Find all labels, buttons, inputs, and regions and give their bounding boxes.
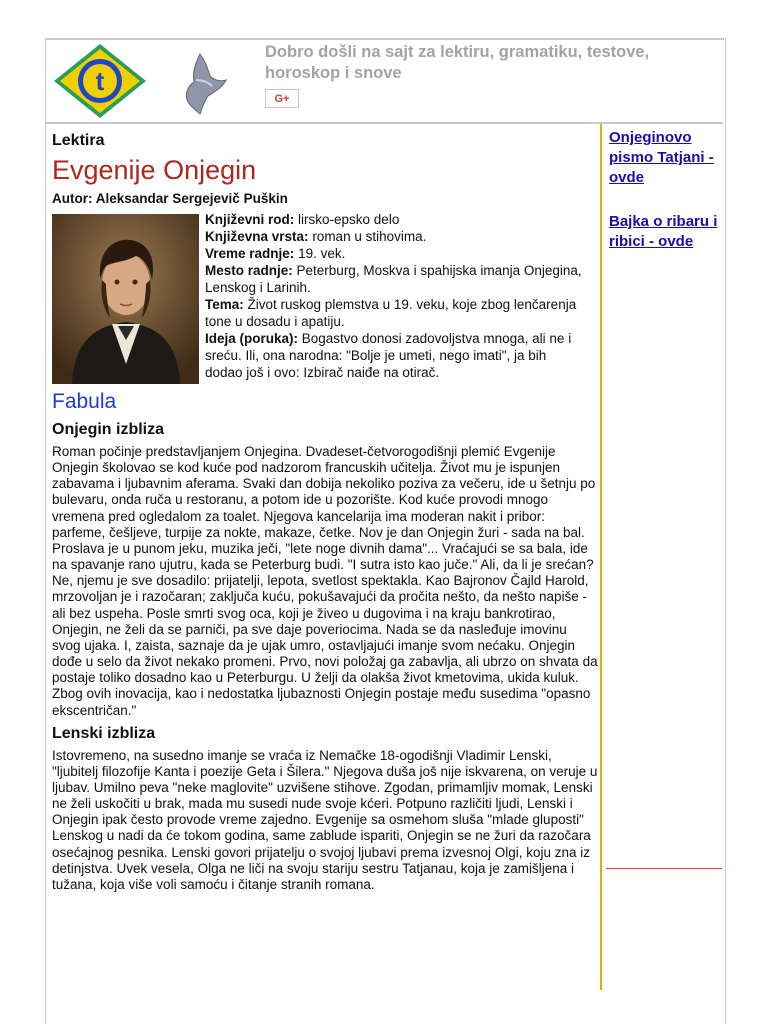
facts-list [205,211,585,381]
fact-label: Književni rod: [205,212,295,227]
sidebar-link-bajka[interactable]: Bajka o ribaru i ribici - ovde [609,213,718,250]
fact-value: Peterburg, Moskva i spahijska imanja Onjegina, Lenskog i Larinih. [205,263,582,295]
site-logo[interactable] [52,42,148,120]
section-heading-fabula: Fabula [52,390,117,413]
fact-label: Književna vrsta: [205,229,309,244]
paragraph-onjegin: Roman počinje predstavljanjem Onjegina. Dvadeset-četvorogodišnji plemić Evgenije Onjegin školovao se kod kuće pod nadzorom francuskih učitelja. Život mu je ispunjen zabavama i ljubavnim aferama. Svaki dan dobija nekoliko poziva za večeru, ide u šetnju po bulevaru, onda ruča u restoranu, a potom ide u pozorište. Kod kuće provodi mnogo vremena pred ogledalom za toalet. Njegova kancelarija ima moderan nakit i pribor: parfeme, češljeve, turpije za nokte, makaze, četke. Nov je dan Onjegin žuri - sada na bal. Proslava je u punom jeku, muzika ječi, "lete noge divnih dama"... Vraćajući se sa bala, ide na spavanje rano ujutru, kada se Peterburg budi. "I sutra isto kao juče." Ali, da li je srećan? Ne, njemu je sve dosadilo: prijatelji, lepota, svetlost spektakla. Kao Bajronov Čajld Harold, mrzovoljan je i razočaran; zaključa kuću, pokušavajući da pročita nešto, da nešto napiše - ali bez uspeha. Posle smrti svog oca, koji je živeo u dugovima i na kraju bankrotirao, Onjegin, ne želi da se parniči, pa sve daje poveriocima. Nada se da nasleđuje imovinu svog ujaka. I, zaista, saznaje da je ujak umro, ostavljajući imanje svom nećaku. Onjegin dođe u selo da život nekako promeni. Prvo, novi položaj ga zabavlja, ali ubrzo on shvata da postaje toliko dosadno kao u Peterburgu. U želji da olakša život kmetovima, ukida kuluk. Zbog ovih inovacija, kao i nedostatka ljubaznosti Onjegin postaje među susedima "opasno ekscentričan." [52,444,598,718]
fact-label: Mesto radnje: [205,263,293,278]
column-divider [600,124,602,990]
info-block [52,211,598,389]
author-portrait [52,214,199,384]
fact-value: lirsko-epsko delo [298,212,400,227]
category-label: Lektira [52,132,105,149]
fact-row [205,262,585,296]
fact-value: Bogastvo donosi zadovoljstva mnoga, ali ne i sreću. Ili, ona narodna: "Bolje je umeti, nego imati", ja bih dodao još i ovo: Izbirač naiđe na otirač. [205,331,572,380]
bird-icon [178,50,228,116]
author-line: Autor: Aleksandar Sergejevič Puškin [52,191,288,206]
fact-value: roman u stihovima. [312,229,427,244]
sidebar-red-line [606,868,722,869]
site-header [46,40,723,122]
fact-label: Tema: [205,297,244,312]
sidebar [609,128,719,252]
fact-row [205,245,585,262]
page-title: Evgenije Onjegin [52,155,257,185]
fact-row [205,330,585,381]
main-content [52,124,598,893]
fact-label: Ideja (poruka): [205,331,299,346]
fact-value: 19. vek. [298,246,346,261]
fact-label: Vreme radnje: [205,246,295,261]
sidebar-link-pismo[interactable]: Onjeginovo pismo Tatjani - ovde [609,129,714,186]
google-plus-button[interactable]: G+ [265,89,299,108]
fact-row [205,228,585,245]
logo-letter: t [95,66,105,96]
fact-row [205,296,585,330]
fact-row [205,211,585,228]
paragraph-lenski: Istovremeno, na susedno imanje se vraća iz Nemačke 18-ogodišnji Vladimir Lenski, "ljubitelj filozofije Kanta i poezije Geta i Šilera." Njegova duša još nije iskvarena, on veruje u ljubav. Umilno peva "neke maglovite" uzvišene stihove. Zgodan, primamljiv momak, Lenski ne želi uskočiti u brak, mada mu susedi nude svoje kćeri. Potpuno različiti ljudi, Lenski i Onjegin ipak često provode vreme zajedno. Evgenije sa osmehom sluša "mlade gluposti" Lenskog u nadi da će tokom godina, same zablude ispariti, Onjegin se ne žuri da razočara osećajnog pesnika. Lenski govori prijatelju o svojoj ljubavi prema izvesnoj Olgi, koju zna iz detinjstva. Uvek vesela, Olga ne liči na svoju stariju sestru Tatjanau, koja je zamišljena i tužana, koja više voli samoću i čitanje stranih romana. [52,747,598,892]
subheading-onjegin: Onjegin izbliza [52,421,165,438]
welcome-text: Dobro došli na sajt za lektiru, gramatiku, testove, horoskop i snove [265,43,650,82]
fact-value: Život ruskog plemstva u 19. veku, koje zbog lenčarenja tone u dosadu i apatiju. [205,297,577,329]
subheading-lenski: Lenski izbliza [52,724,156,742]
